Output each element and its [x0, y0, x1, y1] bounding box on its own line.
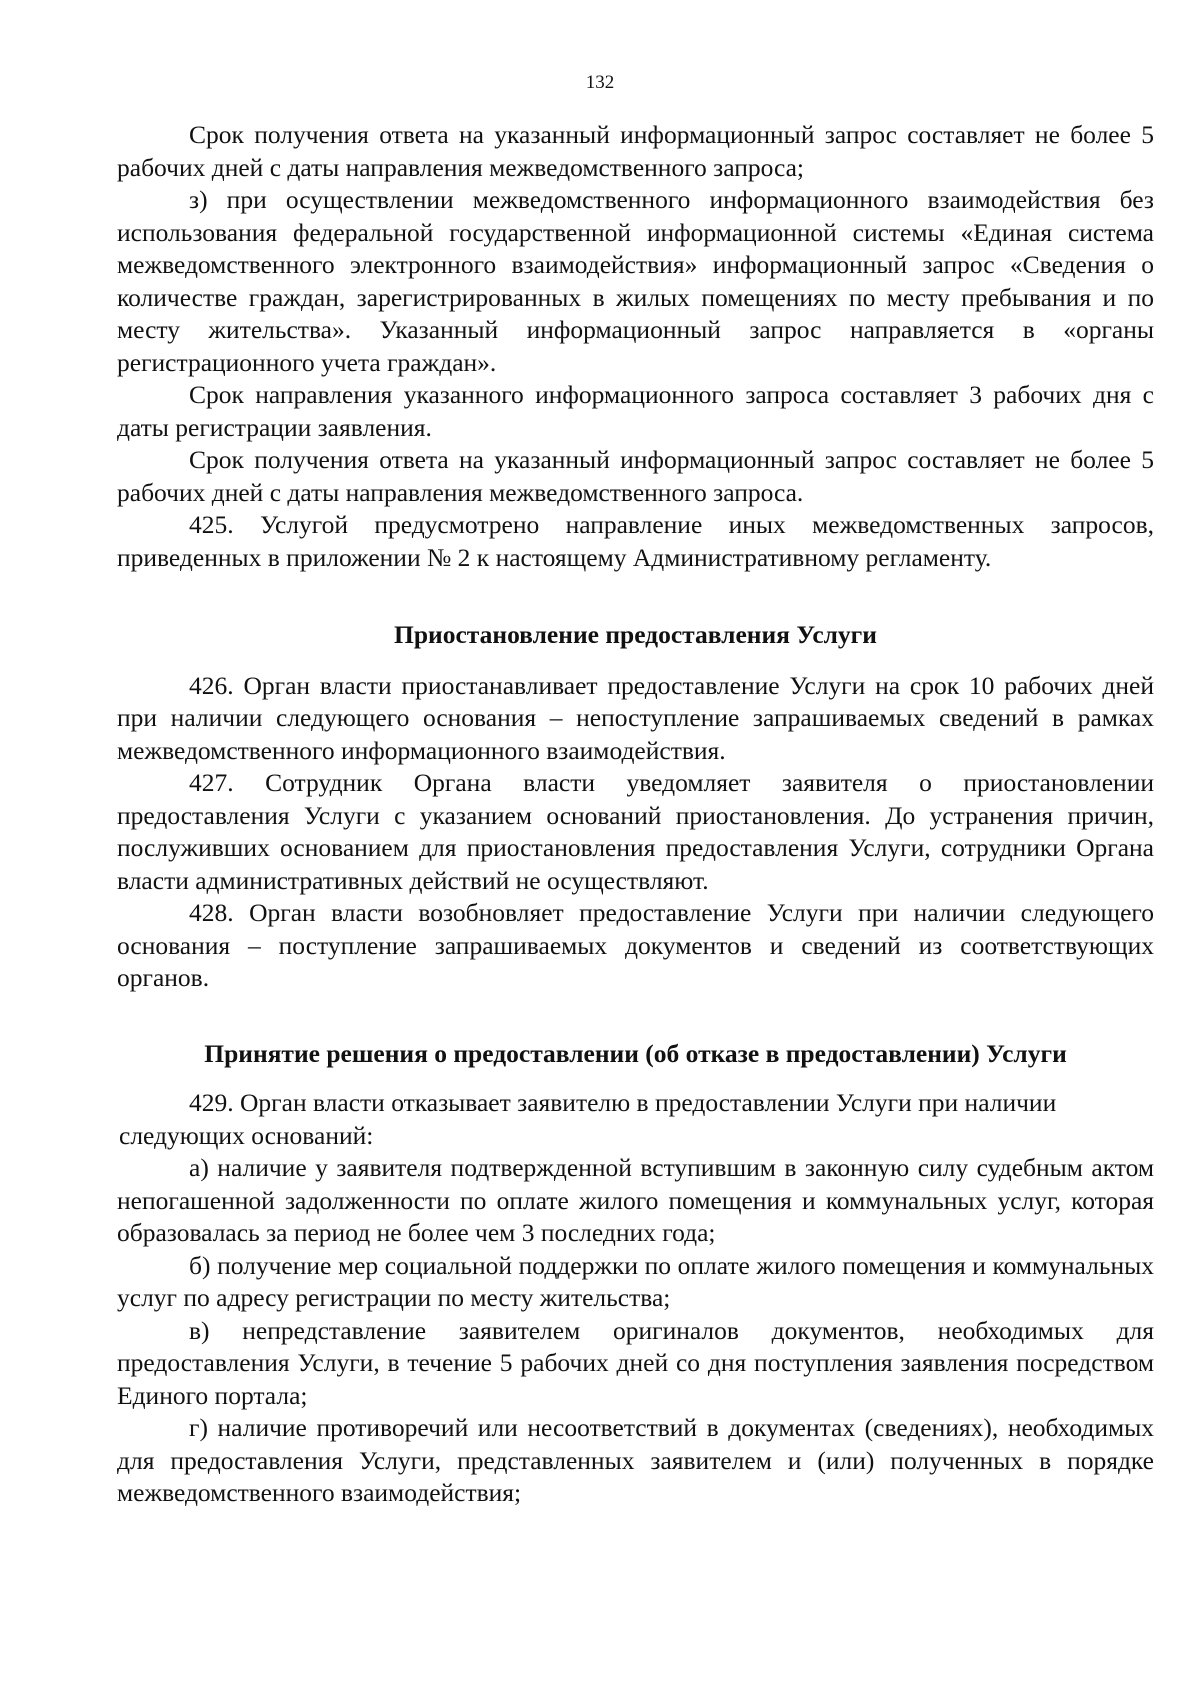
paragraph-sending-deadline: Срок направления указанного информационного запроса составляет 3 рабочих дня с даты регистрации заявления.	[117, 380, 1154, 442]
paragraph-429-second-line: следующих оснований:	[119, 1120, 374, 1150]
paragraph-response-deadline-2: Срок получения ответа на указанный информационный запрос составляет не более 5 рабочих дней с даты направления межведомственного запроса.	[117, 445, 1154, 507]
paragraph-item-g: г) наличие противоречий или несоответствий в документах (сведениях), необходимых для предоставления Услуги, представленных заявителем и (или) полученных в порядке межведомственного взаимодействия;	[117, 1413, 1154, 1507]
paragraph-item-a: а) наличие у заявителя подтвержденной вступившим в законную силу судебным актом непогашенной задолженности по оплате жилого помещения и коммунальных услуг, которая образовалась за период не более чем 3 последних года;	[117, 1153, 1154, 1247]
paragraph-425: 425. Услугой предусмотрено направление иных межведомственных запросов, приведенных в приложении № 2 к настоящему Административному регламенту.	[117, 510, 1154, 572]
paragraph-426: 426. Орган власти приостанавливает предоставление Услуги на срок 10 рабочих дней при наличии следующего основания – непоступление запрашиваемых сведений в рамках межведомственного информационного взаимодействия.	[117, 670, 1154, 765]
paragraph-427: 427. Сотрудник Органа власти уведомляет заявителя о приостановлении предоставления Услуги с указанием оснований приостановления. До устранения причин, послуживших основанием для приостановления предоставления Услуги, сотрудники Органа власти административных действий не осуществляют.	[117, 768, 1154, 895]
paragraph-response-deadline-1: Срок получения ответа на указанный информационный запрос составляет не более 5 рабочих дней с даты направления межведомственного запроса;	[117, 120, 1154, 182]
section-heading-decision: Принятие решения о предоставлении (об отказе в предоставлении) Услуги	[204, 1038, 1067, 1068]
paragraph-429-first-line: 429. Орган власти отказывает заявителю в предоставлении Услуги при наличии	[189, 1088, 1057, 1117]
paragraph-item-v: в) непредставление заявителем оригиналов документов, необходимых для предоставления Услуги, в течение 5 рабочих дней со дня поступления заявления посредством Единого портала;	[117, 1315, 1154, 1410]
page-number: 132	[585, 72, 615, 93]
paragraph-item-b: б) получение мер социальной поддержки по оплате жилого помещения и коммунальных услуг по адресу регистрации по месту жительства;	[117, 1250, 1154, 1312]
document-body	[117, 119, 1154, 1510]
section-heading-suspension: Приостановление предоставления Услуги	[394, 620, 877, 649]
paragraph-item-z: з) при осуществлении межведомственного информационного взаимодействия без использования федеральной государственной информационной системы «Единая система межведомственного электронного взаимодействия» информационный запрос «Сведения о количестве граждан, зарегистрированных в жилых помещениях по месту пребывания и по месту жительства». Указанный информационный запрос направляется в «органы регистрационного учета граждан».	[117, 185, 1154, 377]
paragraph-428: 428. Орган власти возобновляет предоставление Услуги при наличии следующего основания – поступление запрашиваемых документов и сведений из соответствующих органов.	[117, 898, 1154, 992]
